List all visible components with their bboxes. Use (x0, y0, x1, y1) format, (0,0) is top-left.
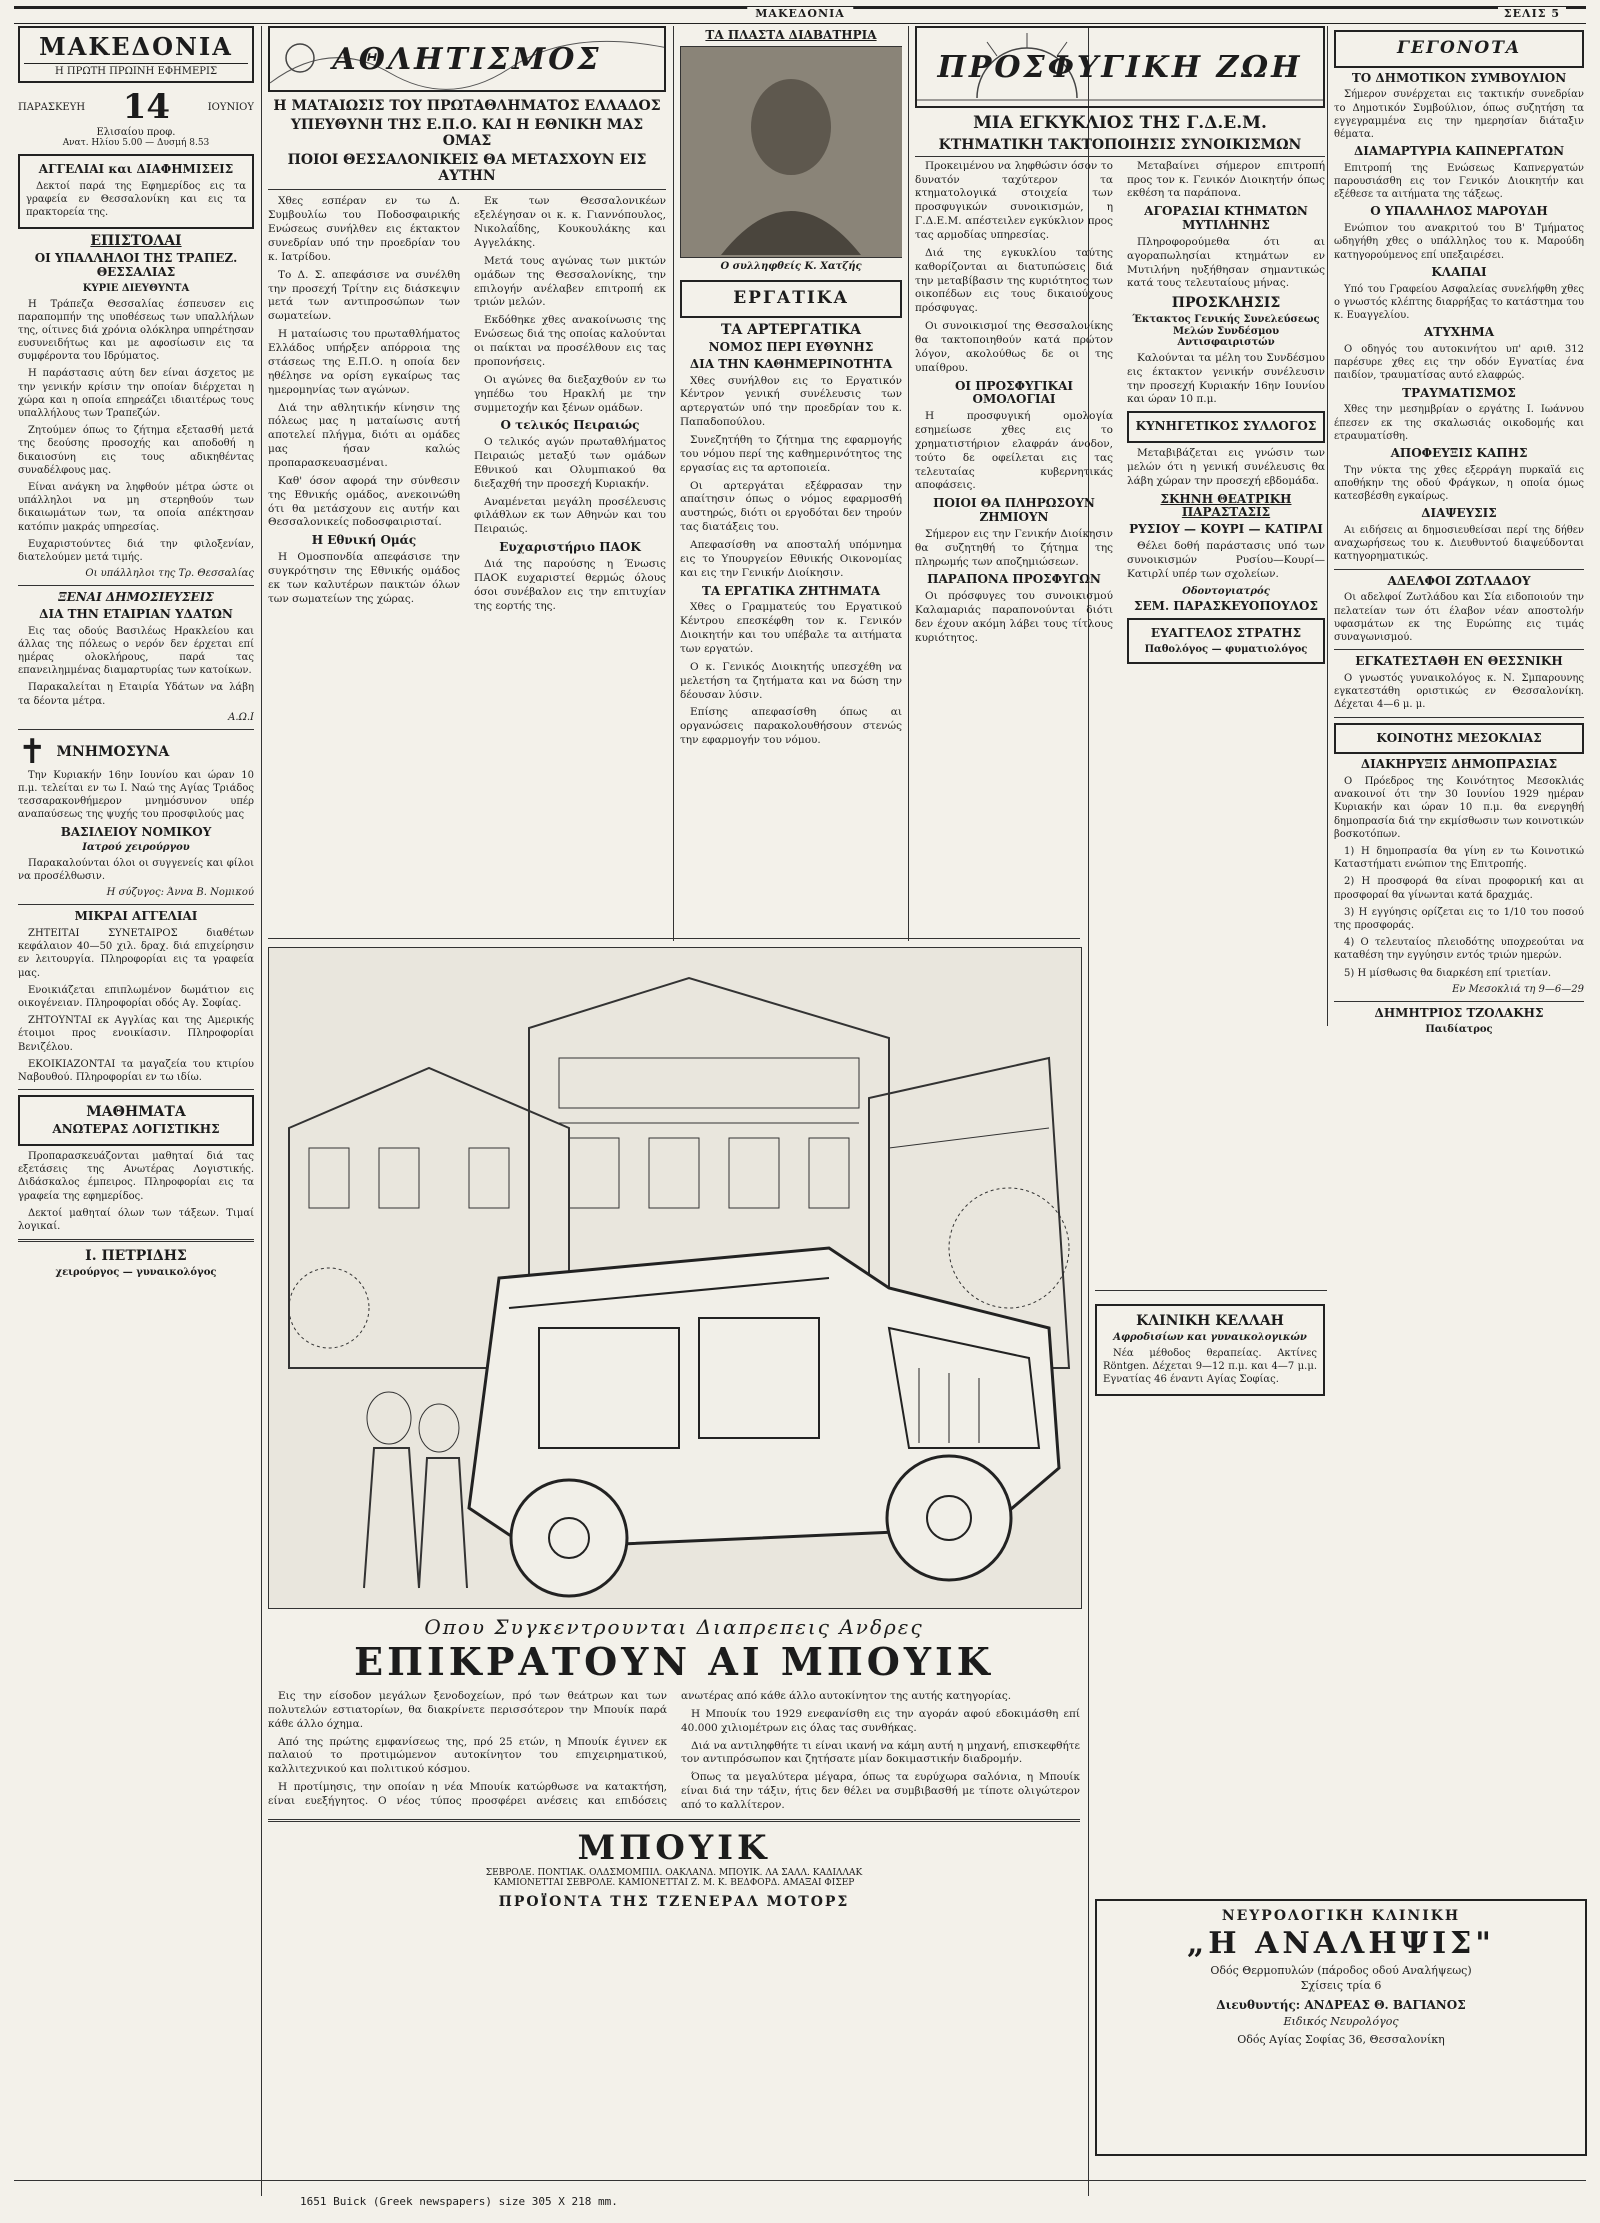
club-box (1127, 411, 1325, 443)
letters-title: ΕΠΙΣΤΟΛΑΙ (90, 233, 182, 250)
events-item-5: ΑΤΥΧΗΜΑ (1423, 325, 1495, 340)
masthead-title: ΜΑΚΕΔΟΝΙΑ (39, 32, 233, 61)
events-section: ΓΕΓΟΝΟΤΑ ΤΟ ΔΗΜΟΤΙΚΟΝ ΣΥΜΒΟΥΛΙΟΝ Σήμερον συνέρχεται εις τακτικήν συνεδρίαν το Δημοτικόν Συμβούλιον, όπως συζητήση τα εγγεγραμμένα εις την ημερησίαν διάταξιν θέματα. ΔΙΑΜΑΡΤΥΡΙΑ ΚΑΠΝΕΡΓΑΤΩΝ Επιτροπή της Ενώσεως Καπνεργατών παρουσιάσθη εις τον Γενικόν Διοικητήν και εξέθεσε τα αιτήματα της τάξεως. Ο ΥΠΑΛΛΗΛΟΣ ΜΑΡΟΥΔΗ Ενώπιον του ανακριτού του Β' Τμήματος ωδηγήθη χθες ο υπάλληλος του κ. Μαρούδη κατηγορούμενος επί υπεξαιρέσει. ΚΛΑΠΑΙ Υπό του Γραφείου Ασφαλείας συνελήφθη χθες ο γνωστός κλέπτης διαρρήξας το κατάστημα του κ. Ευαγγελίου. ΑΤΥΧΗΜΑ Ο οδηγός του αυτοκινήτου υπ' αριθ. 312 παρέσυρε χθες εις την οδόν Εγνατίας ένα παιδίον, τραυματίσας αυτό ελαφρώς. ΤΡΑΥΜΑΤΙΣΜΟΣ Χθες την μεσημβρίαν ο εργάτης Ι. Ιωάννου έπεσεν εκ της σκαλωσιάς οικοδομής και ετραυματίσθη. ΑΠΟΦΕΥΞΙΣ ΚΑΠΗΣ Την νύκτα της χθες εξερράγη πυρκαϊά εις αποθήκην της οδού Φράγκων, η οποία όμως κατεσβέσθη εγκαίρως. ΔΙΑΨΕΥΣΙΣ Αι ειδήσεις αι δημοσιευθείσαι περί της δήθεν αναχωρήσεως του κ. Διευθυντού διαψεύδονται κατηγορηματικώς. ΑΔΕΛΦΟΙ ΖΩΤΛΑΔΟΥ Οι αδελφοί Ζωτλάδου και Σία ειδοποιούν την πελατείαν των ότι έλαβον νέαν αποστολήν υφασμάτων εκ της Ευρώπης εις τιμάς συναγωνισμού. ΕΓΚΑΤΕΣΤΑΘΗ ΕΝ ΘΕΣΣΝΙΚΗ Ο γνωστός γυναικολόγος κ. Ν. Σμπαρουνης εγκατεστάθη οριστικώς εν Θεσσαλονίκη. Δέχεται 4—6 μ. μ. ΚΟΙΝΟΤΗΣ ΜΕΣΟΚΛΙΑΣ ΔΙΑΚΗΡΥΞΙΣ ΔΗΜΟΠΡΑΣΙΑΣ Ο Πρόεδρος της Κοινότητος Μεσοκλιάς ανακοινοί ότι την 30 Ιουνίου 1929 ημέραν Κυριακήν και ώραν 10 π.μ. θα ενεργηθή δημοπρασία διά την εκμίσθωσιν των κοινοτικών βοσκοτόπων. 1) Η δημοπρασία θα γίνη εν τω Κοινοτικώ Καταστήματι ενώπιον της Επιτροπής. 2) Η προσφορά θα είναι προφορική και αι προσφοραί θα γίνωνται κατά δραχμάς. 3) Η εγγύησις ορίζεται εις το 1/10 του ποσού της προσφοράς. 4) Ο τελευταίος πλειοδότης υποχρεούται να καταθέση την εγγύησιν εντός τριών ημερών. 5) Η μίσθωσις θα διαρκέση επί τριετίαν. Εν Μεσοκλιά τη 9—6—29 ΔΗΜΗΤΡΙΟΣ ΤΖΟΛΑΚΗΣ Παιδίατρος (1334, 26, 1584, 2186)
buick-footer: ΠΡΟΪΟΝΤΑ ΤΗΣ ΤΖΕΝΕΡΑΛ ΜΟΤΟΡΣ (498, 1893, 850, 1910)
portrait-caption: Ο συλληφθείς Κ. Χατζής (720, 260, 862, 272)
invite-subtitle: Έκτακτος Γενικής Συνελεύσεως Μελών Συνδέσμου Αντισφαιριστών (1132, 314, 1320, 349)
memorial-name: ΒΑΣΙΛΕΙΟΥ ΝΟΜΙΚΟΥ (60, 824, 212, 839)
doctor-name: Ι. ΠΕΤΡΙΔΗΣ (85, 1248, 187, 1265)
club-title: ΚΥΝΗΓΕΤΙΚΟΣ ΣΥΛΛΟΓΟΣ (1135, 419, 1317, 434)
buick-lineup-1: ΣΕΒΡΟΛΕ. ΠΟΝΤΙΑΚ. ΟΛΔΣΜΟΜΠΙΛ. ΟΑΚΛΑΝΔ. ΜΠΟΥΙΚ. ΛΑ ΣΑΛΛ. ΚΑΔΙΛΛΑΚ (485, 1867, 863, 1878)
dentist-role: Οδοντογιατρός (1182, 585, 1270, 597)
lawyer-subtitle: Παιδίατρος (1425, 1023, 1493, 1035)
events-banner (1334, 30, 1584, 68)
refugee-subhead-1: ΟΙ ΠΡΟΣΦΥΓΙΚΑΙ ΟΜΟΛΟΓΙΑΙ (954, 378, 1074, 407)
final-subhead: Ο τελικός Πειραιώς (500, 418, 640, 433)
sports-section: ΑΘΛΗΤΙΣΜΟΣ Η ΜΑΤΑΙΩΣΙΣ ΤΟΥ ΠΡΩΤΑΘΛΗΜΑΤΟΣ ΕΛΛΑΔΟΣ ΥΠΕΥΘΥΝΗ ΤΗΣ Ε.Π.Ο. ΚΑΙ Η ΕΘΝΙΚΗ ΜΑΣ ΟΜΑΣ ΠΟΙΟΙ ΘΕΣΣΑΛΟΝΙΚΕΙΣ ΘΑ ΜΕΤΑΣΧΟΥΝ ΕΙΣ ΑΥΤΗΝ Χθες εσπέραν εν τω Δ. Συμβουλίω του Ποδοσφαιρικής Ενώσεως συνήλθεν εις έκτακτον συνεδρίαν υπό την προεδρίαν του κ. Ιατρίδου. Το Δ. Σ. απεφάσισε να συνέλθη την προσεχή Τρίτην εις διάσκεψιν μετά των αντιπροσώπων των σωματείων. Η ματαίωσις του πρωταθλήματος Ελλάδος υπήρξεν απόρροια της στάσεως της Ε.Π.Ο. η οποία δεν ηθέλησε να ορίση εγκαίρως τας ημερομηνίας των αγώνων. Διά την αθλητικήν κίνησιν της πόλεως μας η ματαίωσις αυτή αποτελεί πλήγμα, διότι αι ομάδες μας ήσαν καλώς προπαρασκευασμέναι. Καθ' όσον αφορά την σύνθεσιν της Εθνικής ομάδος, ανεκοινώθη ότι θα μετάσχουν εις αυτήν και Θεσσαλονικείς ποδοσφαιρισταί. Η Εθνική Ομάς Η Ομοσπονδία απεφάσισε την συγκρότησιν της Εθνικής ομάδος εκ των καλυτέρων παικτών όλων των σωματείων της χώρας. Εκ των Θεσσαλονικέων εξελέγησαν οι κ. κ. Γιαννόπουλος, Νικολαΐδης, Κουκουλάκης και Αγγελάκης. Μετά τους αγώνας των μικτών ομάδων της Θεσσαλονίκης, την επιλογήν ανέλαβεν επιτροπή εκ τριών μελών. Εκδόθηκε χθες ανακοίνωσις της Ενώσεως διά της οποίας καλούνται οι παίκται να προσέλθουν εις τας προπονήσεις. Οι αγώνες θα διεξαχθούν εν τω γηπέδω του Ηρακλή με την συμμετοχήν και ξένων ομάδων. Ο τελικός Πειραιώς Ο τελικός αγών πρωταθλήματος Πειραιώς μεταξύ των ομάδων Εθνικού και Ολυμπιακού θα διεξαχθή την προσεχή Κυριακήν. Αναμένεται μεγάλη προσέλευσις φιλάθλων εκ των Αθηνών και του Πειραιώς. Ευχαριστήριο ΠΑΟΚ Διά της παρούσης η Ένωσις ΠΑΟΚ ευχαριστεί θερμώς όλους όσοι συνέβαλον εις την επιτυχίαν της εορτής της. (268, 26, 666, 941)
small-ads-title: ΜΙΚΡΑΙ ΑΓΓΕΛΙΑΙ (74, 909, 198, 924)
notices-box (1334, 723, 1584, 755)
refugee-banner (915, 26, 1325, 108)
page-header (14, 6, 1586, 24)
portrait-photo (680, 46, 902, 258)
archive-caption: 1651 Buick (Greek newspapers) size 305 X 218 mm. (300, 2195, 618, 2208)
neuro-clinic-home: Οδός Αγίας Σοφίας 36, Θεσσαλονίκη (1237, 2033, 1445, 2047)
memorial-title: ΜΝΗΜΟΣΥΝΑ (56, 743, 170, 760)
doctor-subtitle: χειρούργος — γυναικολόγος (55, 1267, 217, 1279)
neuro-clinic-director: Διευθυντής: ΑΝΔΡΕΑΣ Θ. ΒΑΓΙΑΝΟΣ (1216, 1997, 1466, 2012)
refugee-headline-2: ΚΤΗΜΑΤΙΚΗ ΤΑΚΤΟΠΟΙΗΣΙΣ ΣΥΝΟΙΚΙΣΜΩΝ (915, 137, 1325, 157)
events-title: ΓΕΓΟΝΟΤΑ (1396, 38, 1522, 58)
water-signature: Α.Ω.Ι (228, 711, 254, 723)
date-row (18, 87, 254, 127)
kellai-clinic-title: ΚΛΙΝΙΚΗ ΚΕΛΛΑΗ (1136, 1313, 1284, 1329)
math-box (18, 1095, 254, 1146)
sports-banner (268, 26, 666, 92)
settled-title: ΕΓΚΑΤΕΣΤΑΘΗ ΕΝ ΘΕΣΣΝΙΚΗ (1355, 654, 1563, 669)
buick-brand: ΜΠΟΥΙΚ (577, 1827, 771, 1868)
masthead (18, 26, 254, 83)
zotlados-title: ΑΔΕΛΦΟΙ ΖΩΤΛΑΔΟΥ (1387, 573, 1531, 588)
invite-title: ΠΡΟΣΚΛΗΣΙΣ (1171, 295, 1281, 312)
labor-issues-subhead: ΤΑ ΕΡΓΑΤΙΚΑ ΖΗΤΗΜΑΤΑ (701, 583, 881, 598)
events-item-1: ΤΟ ΔΗΜΟΤΙΚΟΝ ΣΥΜΒΟΥΛΙΟΝ (1351, 70, 1567, 85)
news-title: ΞΕΝΑΙ ΔΗΜΟΣΙΕΥΣΕΙΣ (58, 590, 214, 605)
kellai-clinic-box: ΚΛΙΝΙΚΗ ΚΕΛΛΑΗ Αφροδισίων και γυναικολογικών Νέα μέθοδος θεραπείας. Ακτίνες Röntgen. Δέχεται 9—12 π.μ. και 4—7 μ.μ. Εγνατίας 46 έναντι Αγίας Σοφίας. (1095, 1304, 1325, 1396)
sports-banner-title: ΑΘΛΗΤΙΣΜΟΣ (332, 41, 602, 77)
refugee-subhead-3: ΠΑΡΑΠΟΝΑ ΠΡΟΣΦΥΓΩΝ (927, 572, 1101, 587)
doctor2-subtitle: Παθολόγος — φυματιολόγος (1144, 643, 1308, 655)
passports-title: ΤΑ ΠΛΑΣΤΑ ΔΙΑΒΑΤΗΡΙΑ (705, 28, 877, 42)
neuro-clinic-name: „Η ΑΝΑΛΗΨΙΣ" (1187, 1926, 1495, 1962)
masthead-subtitle: Η ΠΡΩΤΗ ΠΡΩΙΝΗ ΕΦΗΜΕΡΙΣ (24, 63, 248, 77)
lawyer-name: ΔΗΜΗΤΡΙΟΣ ΤΖΟΛΑΚΗΣ (1374, 1005, 1544, 1020)
notices-title: ΚΟΙΝΟΤΗΣ ΜΕΣΟΚΛΙΑΣ (1376, 730, 1542, 745)
kellai-clinic-subtitle: Αφροδισίων και γυναικολογικών (1113, 1332, 1307, 1344)
events-item-7: ΑΠΟΦΕΥΞΙΣ ΚΑΠΗΣ (1390, 445, 1528, 460)
national-team-subhead: Η Εθνική Ομάς (311, 533, 417, 548)
doctor2-name: ΕΥΑΓΓΕΛΟΣ ΣΤΡΑΤΗΣ (1150, 625, 1302, 640)
car-building-drawing (269, 948, 1081, 1608)
events-item-8: ΔΙΑΨΕΥΣΙΣ (1421, 506, 1497, 521)
weekday: ΠΑΡΑΣΚΕΥΗ (18, 101, 86, 113)
theatre-title: ΣΚΗΝΗ ΘΕΑΤΡΙΚΗ ΠΑΡΑΣΤΑΣΙΣ (1160, 491, 1292, 520)
events-item-3: Ο ΥΠΑΛΛΗΛΟΣ ΜΑΡΟΥΔΗ (1370, 204, 1548, 219)
buick-lineup-2: ΚΑΜΙΟΝΕΤΤΑΙ ΣΕΒΡΟΛΕ. ΚΑΜΙΟΝΕΤΤΑΙ Ζ. Μ. Κ. ΒΕΔΦΟΡΔ. ΑΜΑΞΑΙ ΦΙΣΕΡ (493, 1877, 855, 1888)
portrait-figure (681, 47, 901, 255)
memorial-block (18, 731, 254, 772)
refugee-subhead-4: ΑΓΟΡΑΣΙΑΙ ΚΤΗΜΑΤΩΝ ΜΥΤΙΛΗΝΗΣ (1144, 204, 1308, 233)
paok-subhead: Ευχαριστήριο ΠΑΟΚ (499, 540, 641, 555)
labor-headline-3: ΔΙΑ ΤΗΝ ΚΑΘΗΜΕΡΙΝΟΤΗΤΑ (689, 356, 893, 371)
refugee-subhead-2: ΠΟΙΟΙ ΘΑ ΠΛΗΡΩΣΟΥΝ ΖΗΜΙΟΥΝ (933, 496, 1095, 525)
month: ΙΟΥΝΙΟΥ (207, 101, 254, 113)
header-paper-name: ΜΑΚΕΔΟΝΙΑ (747, 7, 853, 20)
labor-headline-1: ΤΑ ΑΡΤΕΡΓΑΤΙΚΑ (721, 321, 861, 338)
buick-ad: Οπου Συγκεντρουνται Διαπρεπεις Ανδρες ΕΠΙΚΡΑΤΟΥΝ ΑΙ ΜΠΟΥΙΚ Εις την είσοδον μεγάλων ξενοδοχείων, πρό των θεάτρων και των πολυτελών εστιατορίων, θα διακρίνετε περισσότερον την Μπουίκ παρά κάθε άλλο όχημα. Από της πρώτης εμφανίσεως της, πρό 25 ετών, η Μπουίκ έγινεν εκ παλαιού το προτιμώμενον αυτοκίνητον του επιχειρηματικού, καλλιτεχνικού και πολιτικού κόσμου. Η προτίμησις, την οποίαν η νέα Μπουίκ κατώρθωσε να κατακτήση, είναι ευεξήγητος. Ο νέος τύπος προσφέρει ανέσεις και επιδόσεις ανωτέρας από κάθε άλλο αυτοκίνητον της αυτής κατηγορίας. Η Μπουίκ του 1929 ενεφανίσθη εις την αγοράν αφού εδοκιμάσθη επί 40.000 χιλιομέτρων εις όλας τας συνθήκας. Διά να αντιληφθήτε τι είναι ικανή να κάμη αυτή η μηχανή, επισκεφθήτε τον αντιπρόσωπον και ζητήσατε μίαν δοκιμαστικήν διαδρομήν. Όπως τα μεγαλύτερα μέγαρα, όπως τα ευρύχωρα σαλόνια, η Μπουίκ είναι διά την τάξιν, ήτις δεν θέλει να συμβιβασθή με τίποτε ολιγώτερον από το καλλίτερον. ΜΠΟΥΙΚ ΣΕΒΡΟΛΕ. ΠΟΝΤΙΑΚ. ΟΛΔΣΜΟΜΠΙΛ. ΟΑΚΛΑΝΔ. ΜΠΟΥΙΚ. ΛΑ ΣΑΛΛ. ΚΑΔΙΛΛΑΚ ΚΑΜΙΟΝΕΤΤΑΙ ΣΕΒΡΟΛΕ. ΚΑΜΙΟΝΕΤΤΑΙ Ζ. Μ. Κ. ΒΕΔΦΟΡΔ. ΑΜΑΞΑΙ ΦΙΣΕΡ ΠΡΟΪΟΝΤΑ ΤΗΣ ΤΖΕΝΕΡΑΛ ΜΟΤΟΡΣ (268, 1615, 1080, 1910)
math-subtitle: ΑΝΩΤΕΡΑΣ ΛΟΓΙΣΤΙΚΗΣ (52, 1122, 220, 1137)
events-item-4: ΚΛΑΠΑΙ (1431, 264, 1487, 279)
sports-headline-1: Η ΜΑΤΑΙΩΣΙΣ ΤΟΥ ΠΡΩΤΑΘΛΗΜΑΤΟΣ ΕΛΛΑΔΟΣ (273, 98, 661, 114)
memorial-signature: Η σύζυγος: Άννα Β. Νομικού (106, 887, 254, 899)
labor-headline-2: ΝΟΜΟΣ ΠΕΡΙ ΕΥΘΥΝΗΣ (708, 339, 874, 354)
ads-notice-box: ΑΓΓΕΛΙΑΙ και ΔΙΑΦΗΜΙΣΕΙΣ Δεκτοί παρά της Εφημερίδος εις τα γραφεία εν Θεσσαλονίκη και εις τα πρακτορεία της. (18, 154, 254, 229)
sports-headline-2: ΥΠΕΥΘΥΝΗ ΤΗΣ Ε.Π.Ο. ΚΑΙ Η ΕΘΝΙΚΗ ΜΑΣ ΟΜΑΣ (290, 117, 644, 150)
neuro-clinic-director-sub: Ειδικός Νευρολόγος (1283, 2014, 1399, 2028)
neuro-clinic-address: Οδός Θερμοπυλών (πάροδος οδού Αναλήψεως) (1210, 1963, 1472, 1977)
cross-icon: ✝ (18, 731, 47, 772)
doctor2-box (1127, 618, 1325, 664)
kellai-clinic (1095, 1300, 1325, 1680)
saint-of-day: Ελισαίου προφ. (96, 127, 176, 138)
events-item-2: ΔΙΑΜΑΡΤΥΡΙΑ ΚΑΠΝΕΡΓΑΤΩΝ (1353, 144, 1565, 159)
sports-headline-3: ΠΟΙΟΙ ΘΕΣΣΑΛΟΝΙΚΕΙΣ ΘΑ ΜΕΤΑΣΧΟΥΝ ΕΙΣ ΑΥΤΗΝ (287, 152, 647, 185)
theatre-subtitle: ΡΥΣΙΟΥ — ΚΟΥΡΙ — ΚΑΤΙΡΛΙ (1129, 522, 1323, 537)
events-item-6: ΤΡΑΥΜΑΤΙΣΜΟΣ (1402, 385, 1516, 400)
refugee-headline-1: ΜΙΑ ΕΓΚΥΚΛΙΟΣ ΤΗΣ Γ.Δ.Ε.Μ. (973, 113, 1267, 133)
letters-subtitle: ΟΙ ΥΠΑΛΛΗΛΟΙ ΤΗΣ ΤΡΑΠΕΖ. ΘΕΣΣΑΛΙΑΣ (34, 251, 238, 280)
labor-banner (680, 280, 902, 318)
refugee-section: ΠΡΟΣΦΥΓΙΚΗ ΖΩΗ ΜΙΑ ΕΓΚΥΚΛΙΟΣ ΤΗΣ Γ.Δ.Ε.Μ. ΚΤΗΜΑΤΙΚΗ ΤΑΚΤΟΠΟΙΗΣΙΣ ΣΥΝΟΙΚΙΣΜΩΝ Προκειμένου να ληφθώσιν όσον το δυνατόν ταχύτερον τα κτηματολογικά στοιχεία των προσφυγικών συνοικισμών, η Γ.Δ.Ε.Μ. απέστειλεν εγκύκλιον προς τας αρμοδίας υπηρεσίας. Διά της εγκυκλίου ταύτης καθορίζονται αι διατυπώσεις διά την μεταβίβασιν της κυριότητος των οικοπέδων εις τους δικαιούχους πρόσφυγας. Οι συνοικισμοί της Θεσσαλονίκης θα τακτοποιηθούν κατά πρώτον λόγον, ακολούθως δε οι της υπαίθρου. ΟΙ ΠΡΟΣΦΥΓΙΚΑΙ ΟΜΟΛΟΓΙΑΙ Η προσφυγική ομολογία εσημείωσε χθες εις το χρηματιστήριον ελαφράν άνοδον, τούτο δε οφείλεται εις τας τελευταίας κυβερνητικάς αποφάσεις. ΠΟΙΟΙ ΘΑ ΠΛΗΡΩΣΟΥΝ ΖΗΜΙΟΥΝ Σήμερον εις την Γενικήν Διοίκησιν θα συζητηθή το ζήτημα της πληρωμής των αποζημιώσεων. ΠΑΡΑΠΟΝΑ ΠΡΟΣΦΥΓΩΝ Οι πρόσφυγες του συνοικισμού Καλαμαριάς παραπονούνται διότι δεν έχουν ακόμη λάβει τους τίτλους κυριότητος. Μεταβαίνει σήμερον επιτροπή προς τον κ. Γενικόν Διοικητήν όπως εκθέση τα παράπονα. ΑΓΟΡΑΣΙΑΙ ΚΤΗΜΑΤΩΝ ΜΥΤΙΛΗΝΗΣ Πληροφορούμεθα ότι αι αγοραπωλησίαι κτημάτων εν Μυτιλήνη ηυξήθησαν σημαντικώς κατά τους τελευταίους μήνας. ΠΡΟΣΚΛΗΣΙΣ Έκτακτος Γενικής Συνελεύσεως Μελών Συνδέσμου Αντισφαιριστών Καλούνται τα μέλη του Συνδέσμου εις έκτακτον γενικήν συνέλευσιν την προσεχή Κυριακήν 16ην Ιουνίου και ώραν 10 π.μ. ΚΥΝΗΓΕΤΙΚΟΣ ΣΥΛΛΟΓΟΣ Μεταβιβάζεται εις γνώσιν των μελών ότι η γενική συνέλευσις θα λάβη χώραν την προσεχή εβδομάδα. ΣΚΗΝΗ ΘΕΑΤΡΙΚΗ ΠΑΡΑΣΤΑΣΙΣ ΡΥΣΙΟΥ — ΚΟΥΡΙ — ΚΑΤΙΡΛΙ Θέλει δοθή παράστασις υπό των συνοικισμών Ρυσίου—Κουρί—Κατιρλί υπέρ των σχολείων. Οδοντογιατρός ΣΕΜ. ΠΑΡΑΣΚΕΥΟΠΟΥΛΟΣ ΕΥΑΓΓΕΛΟΣ ΣΤΡΑΤΗΣ Παθολόγος — φυματιολόγος (915, 26, 1325, 941)
auction-title: ΔΙΑΚΗΡΥΞΙΣ ΔΗΜΟΠΡΑΣΙΑΣ (1360, 757, 1558, 772)
math-title: ΜΑΘΗΜΑΤΑ (86, 1104, 186, 1121)
neurological-clinic (1095, 1899, 1587, 2156)
buick-slogan: Οπου Συγκεντρουνται Διαπρεπεις Ανδρες (424, 1615, 924, 1639)
dentist-name: ΣΕΜ. ΠΑΡΑΣΚΕΥΟΠΟΥΛΟΣ (1134, 599, 1318, 614)
sun-times: Ανατ. Ηλίου 5.00 — Δυσμή 8.53 (62, 138, 210, 148)
buick-illustration (268, 947, 1082, 1609)
letters-signature: Οι υπάλληλοι της Τρ. Θεσσαλίας (85, 568, 254, 580)
memorial-subtitle: Ιατρού χειρούργου (82, 842, 190, 854)
letters-tag: ΚΥΡΙΕ ΔΙΕΥΘΥΝΤΑ (82, 283, 190, 295)
passports-section: ΤΑ ΠΛΑΣΤΑ ΔΙΑΒΑΤΗΡΙΑ Ο συλληφθείς Κ. Χατζής ΕΡΓΑΤΙΚΑ ΤΑ ΑΡΤΕΡΓΑΤΙΚΑ ΝΟΜΟΣ ΠΕΡΙ ΕΥΘΥΝΗΣ ΔΙΑ ΤΗΝ ΚΑΘΗΜΕΡΙΝΟΤΗΤΑ Χθες συνήλθον εις το Εργατικόν Κέντρον γενική συνέλευσις των αρτεργατών υπό την προεδρίαν του κ. Παπαδοπούλου. Συνεζητήθη το ζήτημα της εφαρμογής του νόμου περί της καθημερινότητος της εργασίας εις τα αρτοποιεία. Οι αρτεργάται εξέφρασαν την απαίτησιν όπως ο νόμος εφαρμοσθή αυστηρώς, διότι οι εργοδόται δεν τηρούν τας διατάξεις του. Απεφασίσθη να αποσταλή υπόμνημα εις το Υπουργείον Εθνικής Οικονομίας και εις την Γενικήν Διοίκησιν. ΤΑ ΕΡΓΑΤΙΚΑ ΖΗΤΗΜΑΤΑ Χθες ο Γραμματεύς του Εργατικού Κέντρου επεσκέφθη τον κ. Γενικόν Διοικητήν και του υπέβαλε τα αιτήματα των εργατών. Ο κ. Γενικός Διοικητής υπεσχέθη να μελετήση τα ζητήματα και να δώση την δέουσαν λύσιν. Επίσης απεφασίσθη όπως αι οργανώσεις παρακολουθήσουν στενώς την εφαρμογήν του νόμου. (680, 28, 902, 747)
neuro-clinic-title: ΝΕΥΡΟΛΟΓΙΚΗ ΚΛΙΝΙΚΗ (1221, 1908, 1461, 1924)
ads-notice-title: ΑΓΓΕΛΙΑΙ και ΔΙΑΦΗΜΙΣΕΙΣ (38, 162, 234, 176)
neuro-clinic-beds: Σχίσεις τρία 6 (1300, 1979, 1382, 1993)
refugee-banner-title: ΠΡΟΣΦΥΓΙΚΗ ΖΩΗ (937, 49, 1303, 85)
header-page-number: ΣΕΛΙΣ 5 (1498, 7, 1566, 20)
buick-headline: ΕΠΙΚΡΑΤΟΥΝ ΑΙ ΜΠΟΥΙΚ (354, 1639, 994, 1684)
day-number: 14 (122, 87, 171, 127)
water-title: ΔΙΑ ΤΗΝ ΕΤΑΙΡΙΑΝ ΥΔΑΤΩΝ (39, 606, 233, 621)
left-column: ΜΑΚΕΔΟΝΙΑ Η ΠΡΩΤΗ ΠΡΩΙΝΗ ΕΦΗΜΕΡΙΣ ΠΑΡΑΣΚΕΥΗ 14 ΙΟΥΝΙΟΥ Ελισαίου προφ. Ανατ. Ηλίου 5.00 — Δυσμή 8.53 ΑΓΓΕΛΙΑΙ και ΔΙΑΦΗΜΙΣΕΙΣ Δεκτοί παρά της Εφημερίδος εις τα γραφεία εν Θεσσαλονίκη και εις τα πρακτορεία της. ΕΠΙΣΤΟΛΑΙ ΟΙ ΥΠΑΛΛΗΛΟΙ ΤΗΣ ΤΡΑΠΕΖ. ΘΕΣΣΑΛΙΑΣ ΚΥΡΙΕ ΔΙΕΥΘΥΝΤΑ Η Τράπεζα Θεσσαλίας έσπευσεν εις παραπομπήν της υποθέσεως των υπαλλήλων της, οίτινες διά χρόνια ολόκληρα υπηρέτησαν ευσυνειδήτως και με αφοσίωσιν εις τα συμφέροντα του Ιδρύματος. Η παράστασις αύτη δεν είναι άσχετος με την γενικήν κρίσιν την οποίαν διέρχεται η χώρα και η οποία επηρεάζει ιδιαιτέρως τους υπαλλήλους των Τραπεζών. Ζητούμεν όπως το ζήτημα εξετασθή μετά της δεούσης προσοχής και αποδοθή η δικαιοσύνη εις τους αδικηθέντας συναδέλφους μας. Είναι ανάγκη να ληφθούν μέτρα ώστε οι υπάλληλοι να μη στερηθούν των δικαιωμάτων των, τα οποία απέκτησαν κατόπιν μακράς υπηρεσίας. Ευχαριστούντες διά την φιλοξενίαν, διατελούμεν μετά τιμής. Οι υπάλληλοι της Τρ. Θεσσαλίας ΞΕΝΑΙ ΔΗΜΟΣΙΕΥΣΕΙΣ ΔΙΑ ΤΗΝ ΕΤΑΙΡΙΑΝ ΥΔΑΤΩΝ Εις τας οδούς Βασιλέως Ηρακλείου και άλλας της πόλεως ο νερόν δεν έρχεται επί ημέρας ολοκλήρους, παρά τας επανειλημμένας διαμαρτυρίας των κατοίκων. Παρακαλείται η Εταιρία Υδάτων να λάβη τα δέοντα μέτρα. Α.Ω.Ι ✝ ΜΝΗΜΟΣΥΝΑ Την Κυριακήν 16ην Ιουνίου και ώραν 10 π.μ. τελείται εν τω Ι. Ναώ της Αγίας Τριάδος τεσσαρακονθήμερον μνημόσυνον υπέρ αναπαύσεως της ψυχής του προσφιλούς μας ΒΑΣΙΛΕΙΟΥ ΝΟΜΙΚΟΥ Ιατρού χειρούργου Παρακαλούνται όλοι οι συγγενείς και φίλοι να προσέλθωσιν. Η σύζυγος: Άννα Β. Νομικού ΜΙΚΡΑΙ ΑΓΓΕΛΙΑΙ ΖΗΤΕΙΤΑΙ ΣΥΝΕΤΑΙΡΟΣ διαθέτων κεφάλαιον 40—50 χιλ. δραχ. διά επιχείρησιν εν λειτουργία. Πληροφορίαι εις τα γραφεία μας. Ενοικιάζεται επιπλωμένον δωμάτιον εις οικογένειαν. Πληροφορίαι οδός Αγ. Σοφίας. ΖΗΤΟΥΝΤΑΙ εκ Αγγλίας και της Αμερικής έτοιμοι προς ενοικίασιν. Πληροφορίαι Βενιζέλου. ΕΚΟΙΚΙΑΖΟΝΤΑΙ τα μαγαζεία του κτιρίου Ναβουθού. Πληροφορίαι εν τω ιδίω. ΜΑΘΗΜΑΤΑ ΑΝΩΤΕΡΑΣ ΛΟΓΙΣΤΙΚΗΣ Προπαρασκευάζονται μαθηταί διά τας εξετάσεις της Ανωτέρας Λογιστικής. Διδάσκαλος έμπειρος. Πληροφορίαι εις τα γραφεία της εφημερίδος. Δεκτοί μαθηταί όλων των τάξεων. Τιμαί λογικαί. Ι. ΠΕΤΡΙΔΗΣ χειρούργος — γυναικολόγος (18, 26, 254, 2186)
labor-banner-title: ΕΡΓΑΤΙΚΑ (733, 288, 849, 309)
